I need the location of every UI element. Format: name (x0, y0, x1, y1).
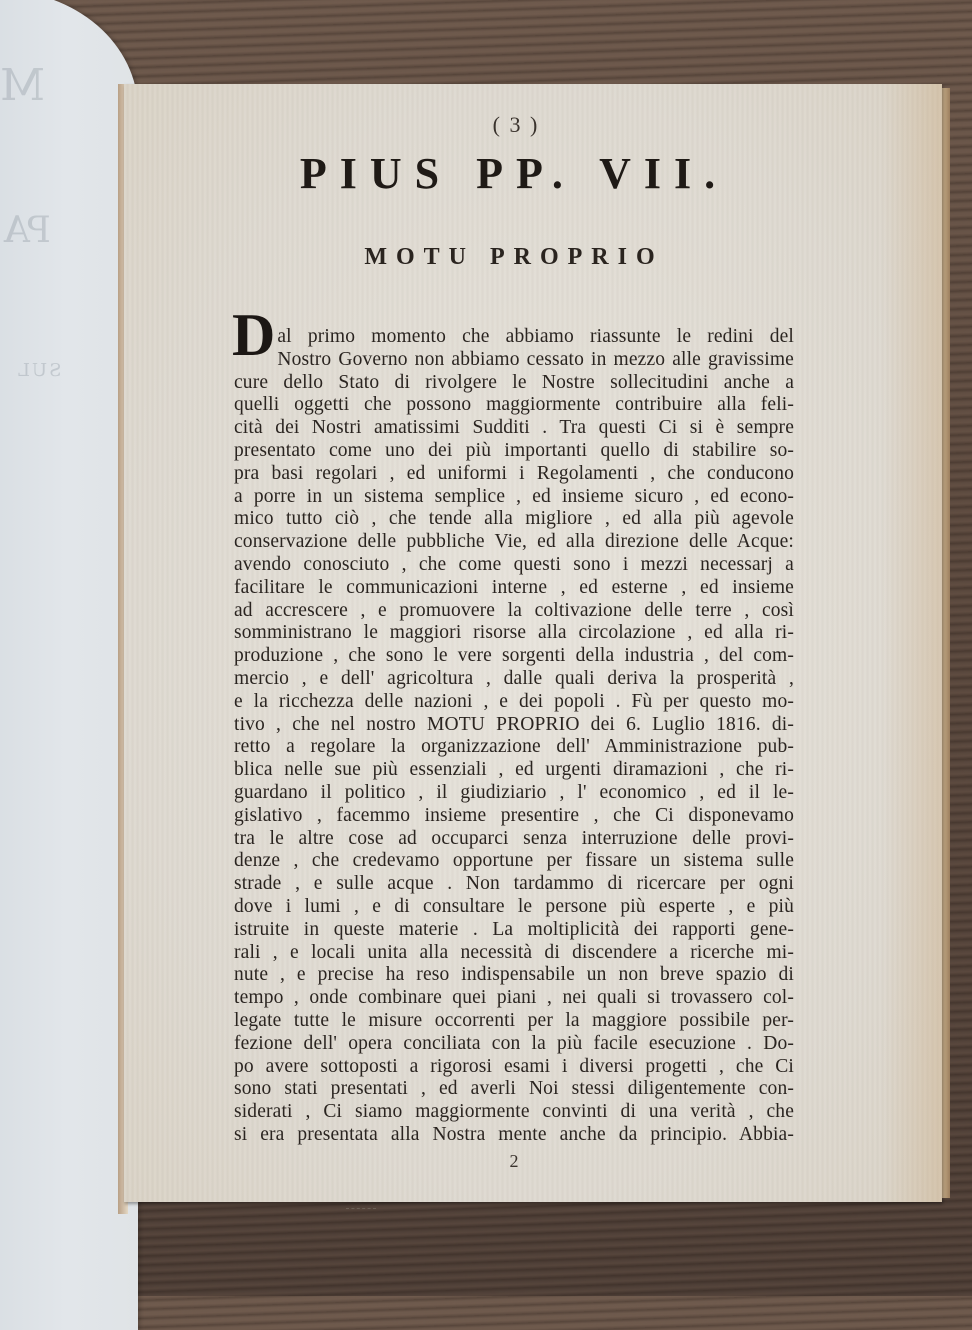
page-stack-edge (942, 88, 950, 1198)
text-line: cure dello Stato di rivolgere le Nostre sollecitudini anche a (234, 371, 794, 393)
body-text (232, 302, 794, 1147)
right-book-page (124, 84, 942, 1202)
page-content (234, 112, 794, 1172)
dashed-rule (346, 1208, 376, 1209)
text-line: retto a regolare la organizzazione dell' Amministrazione pub- (234, 736, 794, 758)
text-line: al primo momento che abbiamo riassunte le redini del (277, 326, 794, 347)
text-line: rali , e locali unita alla necessità di discendere a ricerche mi- (234, 941, 794, 963)
signature-mark: 2 (509, 1150, 519, 1171)
text-line: siderati , Ci siamo maggiormente convinti di una verità , che (234, 1101, 794, 1123)
drop-cap: D (232, 302, 276, 368)
page-number: ( 3 ) (492, 112, 540, 137)
text-line: gislativo , facemmo insieme presentire , che Ci disponevamo (234, 804, 794, 826)
page-subtitle: MOTU PROPRIO (364, 244, 664, 270)
text-line: po avere sottoposti a rigorosi esami i diversi progetti , che Ci (234, 1055, 794, 1077)
text-line: dove i lumi , e di consultare le persone più esperte , e più (234, 895, 794, 917)
text-line: quelli oggetti che possono maggiormente contribuire alla feli- (234, 394, 794, 416)
ghost-text: SUL (16, 360, 62, 381)
text-line: sono stati presentati , ed averli Noi stessi diligentemente con- (234, 1078, 794, 1100)
ghost-text: M (0, 60, 46, 111)
text-line: legate tutte le misure occorrenti per la maggiore possibile per- (234, 1009, 794, 1031)
text-line: mercio , e dell' agricoltura , dalle quali deriva la prosperità , (234, 667, 794, 689)
text-line: conservazione delle pubbliche Vie, ed alla direzione delle Acque: (234, 531, 794, 553)
ghost-text: PA (4, 210, 51, 251)
text-line: avendo conosciuto , che come questi sono i mezzi necessarj a (234, 553, 794, 575)
text-line: istruite in queste materie . La moltiplicità dei rapporti gene- (234, 918, 794, 940)
text-line: presentato come uno dei più importanti quello di stabilire so- (234, 439, 794, 461)
text-line: e la ricchezza delle nazioni , e dei popoli . Fù per questo mo- (234, 690, 794, 712)
text-line: mico tutto ciò , che tende alla migliore , ed alla più agevole (234, 508, 794, 530)
text-line: strade , e sulle acque . Non tardammo di ricercare per ogni (234, 873, 794, 895)
text-line: guardano il politico , il giudiziario , l' economico , ed il le- (234, 781, 794, 803)
text-line: fezione dell' opera conciliata con la più facile esecuzione . Do- (234, 1032, 794, 1054)
text-line: denze , che credevamo opportune per fissare un sistema sulle (234, 850, 794, 872)
text-line: facilitare le communicazioni interne , ed esterne , ed insieme (234, 576, 794, 598)
text-line: ad accrescere , e promuovere la coltivazione delle terre , così (234, 599, 794, 621)
text-line: tra le altre cose ad occuparci senza interruzione delle provi- (234, 827, 794, 849)
text-line: si era presentata alla Nostra mente anche da principio. Abbia- (234, 1123, 794, 1145)
text-line: pra basi regolari , ed uniformi i Regolamenti , che conducono (234, 462, 794, 484)
page-title: PIUS PP. VII. (299, 149, 729, 198)
text-line: blica nelle sue più essenziali , ed urgenti diramazioni , che ri- (234, 759, 794, 781)
text-line: cità dei Nostri amatissimi Sudditi . Tra questi Ci si è sempre (234, 417, 794, 439)
text-line: tempo , onde combinare quei piani , nei quali si trovassero col- (234, 987, 794, 1009)
text-line: Nostro Governo non abbiamo cessato in mezzo alle gravissime (277, 348, 794, 370)
text-line: somministrano le maggiori risorse alla circolazione , ed alla ri- (234, 622, 794, 644)
text-line: produzione , che sono le vere sorgenti della industria , del com- (234, 645, 794, 667)
text-line: nute , e precise ha reso indispensabile un non breve spazio di (234, 964, 794, 986)
text-line: tivo , che nel nostro MOTU PROPRIO dei 6. Luglio 1816. di- (234, 713, 794, 735)
text-line: a porre in un sistema semplice , ed insieme sicuro , ed econo- (234, 485, 794, 507)
